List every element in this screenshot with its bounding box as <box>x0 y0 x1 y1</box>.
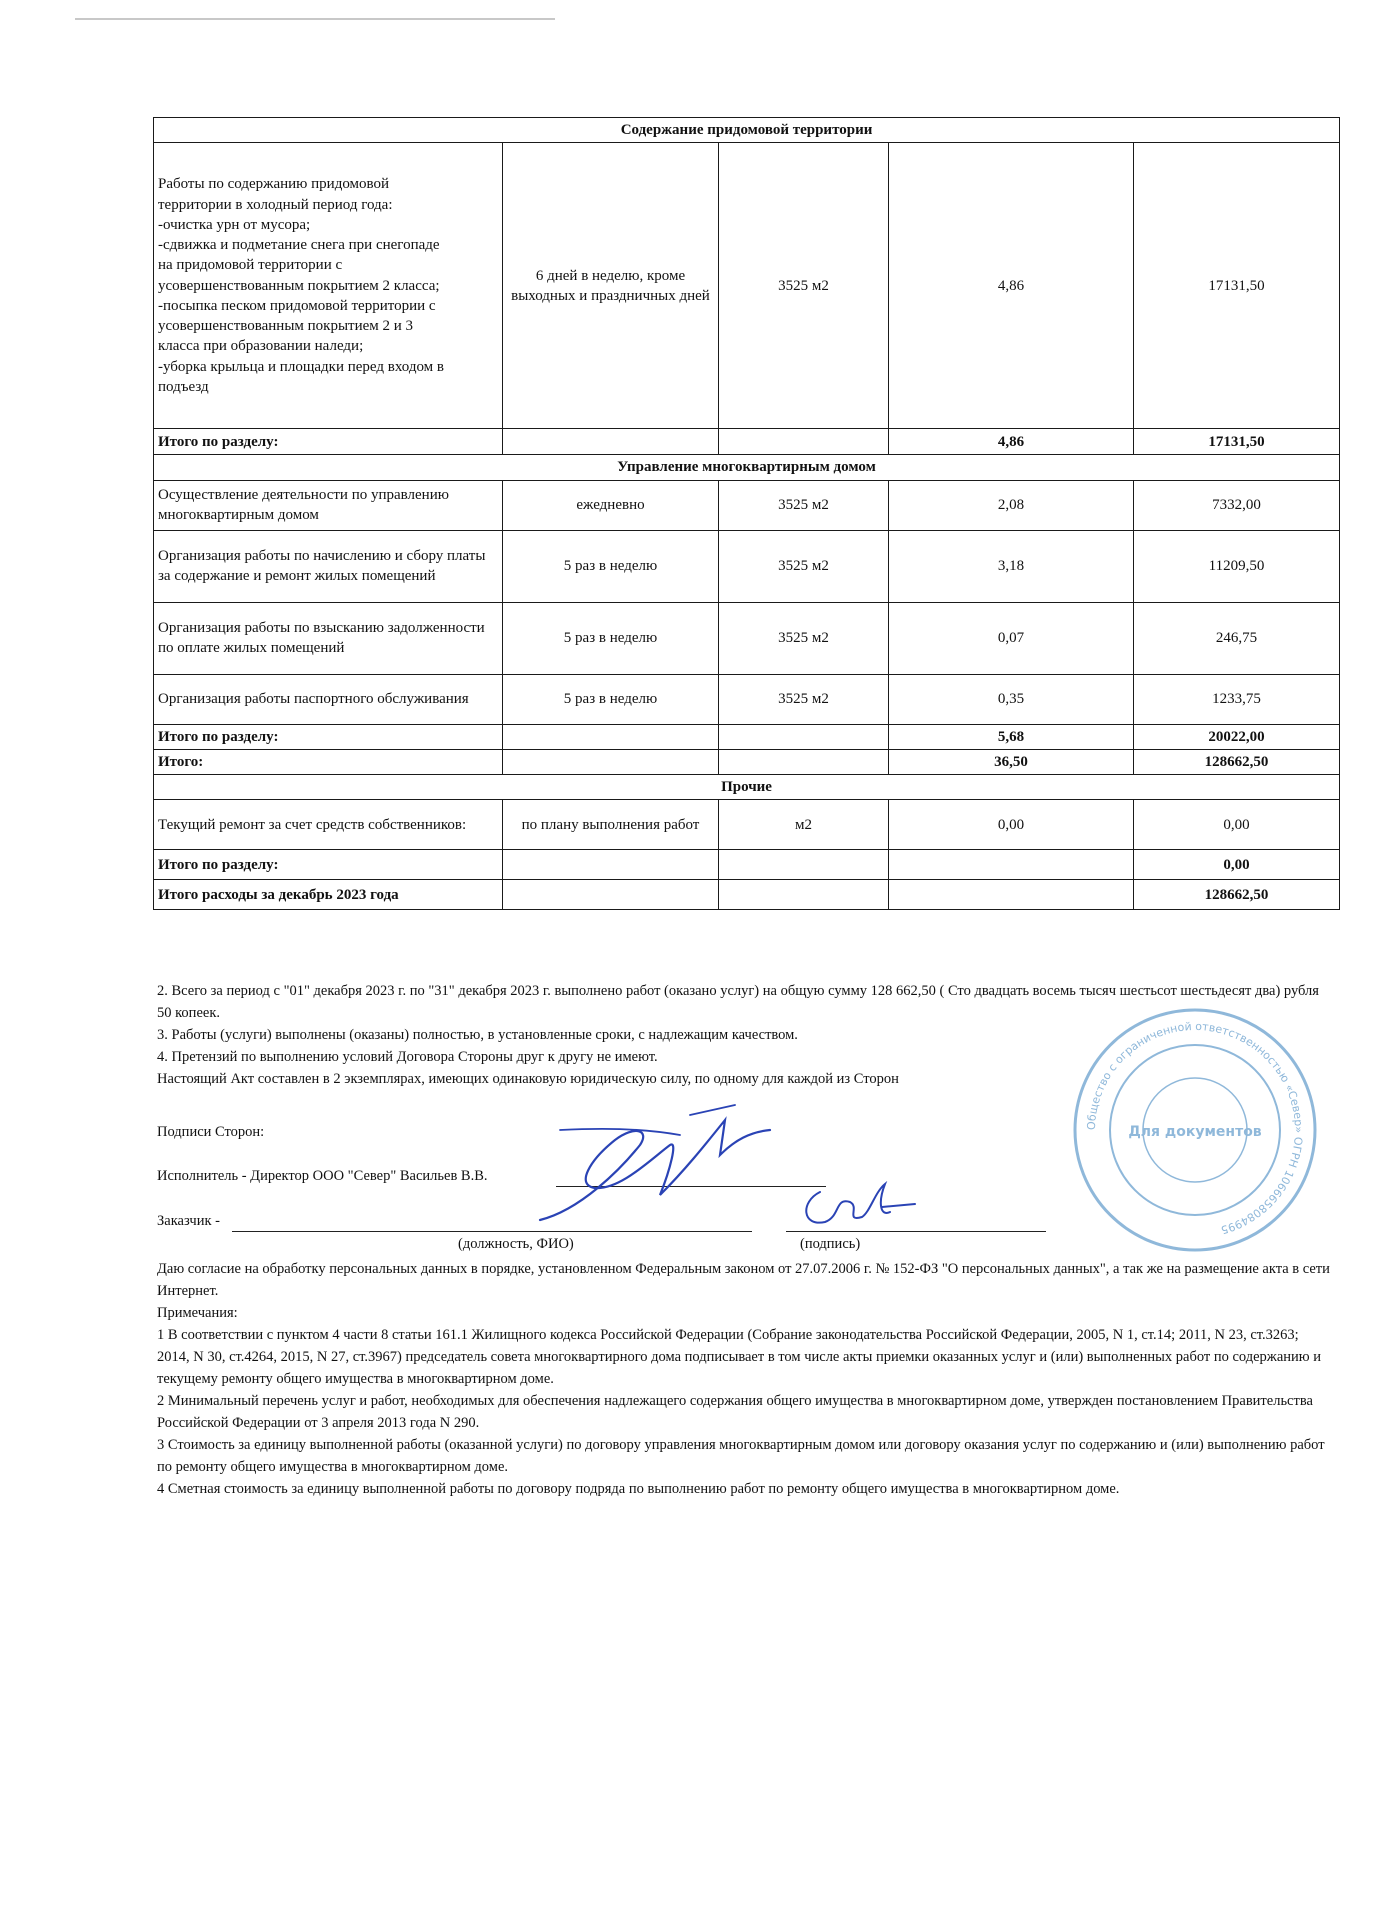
consent-text: Даю согласие на обработку персональных данных в порядке, установленном Федеральным законом от 27.07.2006 г. № 152-ФЗ "О персональных данных", а так же на размещение акта в сети Интернет. <box>157 1261 1330 1299</box>
empty-cell <box>719 724 889 749</box>
service-rate: 0,35 <box>889 674 1134 724</box>
section-total-rate: 4,86 <box>889 429 1134 455</box>
signatures-title: Подписи Сторон: <box>157 1124 265 1140</box>
service-name: Работы по содержанию придомовой территории в холодный период года: -очистка урн от мусора; -сдвижка и подметание снега при снегопаде на придомовой территории с усовершенствованным покрытием 2 класса; -посыпка песком придомовой территории с усовершенствованным покрытием 2 и 3 класса при образовании наледи; -уборка крыльца и площадки перед входом в подъезд <box>154 143 503 429</box>
table-row <box>154 602 1340 674</box>
service-sum: 17131,50 <box>1134 143 1340 429</box>
empty-cell <box>719 429 889 455</box>
empty-cell <box>719 880 889 910</box>
customer-signature <box>790 1172 920 1237</box>
section-total-sum: 0,00 <box>1134 850 1340 880</box>
service-area: м2 <box>719 800 889 850</box>
service-sum: 7332,00 <box>1134 480 1340 530</box>
note-item: 2 Минимальный перечень услуг и работ, необходимых для обеспечения надлежащего содержания общего имущества в многоквартирном доме, утвержден постановлением Правительства Российской Федерации от 3 апреля 2013 года N 290. <box>157 1393 1313 1431</box>
service-name: Организация работы паспортного обслуживания <box>154 674 503 724</box>
section-total-sum: 17131,50 <box>1134 429 1340 455</box>
section-total-row <box>154 850 1340 880</box>
section-header-row <box>154 455 1340 480</box>
notes-title: Примечания: <box>157 1305 238 1321</box>
service-name: Текущий ремонт за счет средств собственников: <box>154 800 503 850</box>
service-frequency: 5 раз в неделю <box>503 530 719 602</box>
section-header-row <box>154 775 1340 800</box>
service-frequency: по плану выполнения работ <box>503 800 719 850</box>
service-rate: 3,18 <box>889 530 1134 602</box>
signature-caption: (подпись) <box>800 1236 861 1252</box>
service-frequency: ежедневно <box>503 480 719 530</box>
grand-total-sum: 128662,50 <box>1134 749 1340 774</box>
service-frequency: 6 дней в неделю, кроме выходных и праздничных дней <box>503 143 719 429</box>
grand-total-label: Итого: <box>154 749 503 774</box>
service-rate: 4,86 <box>889 143 1134 429</box>
service-area: 3525 м2 <box>719 674 889 724</box>
section-total-row <box>154 724 1340 749</box>
empty-cell <box>719 850 889 880</box>
note-item: 1 В соответствии с пунктом 4 части 8 статьи 161.1 Жилищного кодекса Российской Федерации (Собрание законодательства Российской Федерации, 2005, N 1, ст.14; 2011, N 23, ст.3263; 2014, N 30, ст.4264, 2015, N 27, ст.3967) председатель совета многоквартирного дома подписывает в том числе акты приемки оказанных услуг и (или) выполненных работ по содержанию и текущему ремонту общего имущества в многоквартирном доме. <box>157 1327 1321 1387</box>
table-row <box>154 674 1340 724</box>
table-row <box>154 480 1340 530</box>
table-row <box>154 143 1340 429</box>
expenses-total-label: Итого расходы за декабрь 2023 года <box>154 880 503 910</box>
service-frequency: 5 раз в неделю <box>503 674 719 724</box>
service-area: 3525 м2 <box>719 602 889 674</box>
paragraph-copies: Настоящий Акт составлен в 2 экземплярах, имеющих одинаковую юридическую силу, по одному для каждой из Сторон <box>157 1071 899 1087</box>
service-rate: 0,00 <box>889 800 1134 850</box>
paragraph-claims: 4. Претензий по выполнению условий Договора Стороны друг к другу не имеют. <box>157 1049 658 1065</box>
customer-label: Заказчик - <box>157 1213 220 1229</box>
service-rate: 2,08 <box>889 480 1134 530</box>
grand-total-row <box>154 749 1340 774</box>
section-total-label: Итого по разделу: <box>154 850 503 880</box>
service-area: 3525 м2 <box>719 480 889 530</box>
paragraph-quality: 3. Работы (услуги) выполнены (оказаны) полностью, в установленные сроки, с надлежащим качеством. <box>157 1027 798 1043</box>
empty-cell <box>889 850 1134 880</box>
scan-top-line <box>75 18 555 20</box>
stamp-ring-text: Общество с ограниченной ответственностью «Север» ОГРН 1066658084995 <box>1084 1019 1306 1237</box>
empty-cell <box>503 724 719 749</box>
section-total-rate: 5,68 <box>889 724 1134 749</box>
service-sum: 1233,75 <box>1134 674 1340 724</box>
section-total-row <box>154 429 1340 455</box>
section-title-other: Прочие <box>154 775 1340 800</box>
grand-total-rate: 36,50 <box>889 749 1134 774</box>
empty-cell <box>503 850 719 880</box>
service-area: 3525 м2 <box>719 530 889 602</box>
empty-cell <box>503 429 719 455</box>
section-title-territory: Содержание придомовой территории <box>154 118 1340 143</box>
table-row <box>154 530 1340 602</box>
section-total-label: Итого по разделу: <box>154 429 503 455</box>
consent-and-notes <box>157 1258 1332 1500</box>
executor-line: Исполнитель - Директор ООО "Север" Васильев В.В. <box>157 1168 488 1184</box>
service-sum: 0,00 <box>1134 800 1340 850</box>
executor-signature <box>520 1100 780 1235</box>
service-name: Организация работы по взысканию задолженности по оплате жилых помещений <box>154 602 503 674</box>
empty-cell <box>719 749 889 774</box>
table-row <box>154 800 1340 850</box>
position-caption: (должность, ФИО) <box>458 1236 574 1252</box>
service-area: 3525 м2 <box>719 143 889 429</box>
services-table <box>153 117 1340 910</box>
section-title-management: Управление многоквартирным домом <box>154 455 1340 480</box>
empty-cell <box>503 749 719 774</box>
section-header-row <box>154 118 1340 143</box>
note-item: 3 Стоимость за единицу выполненной работы (оказанной услуги) по договору управления многоквартирным домом или договору оказания услуг по содержанию и (или) выполнению работ по ремонту общего имущества в многоквартирном доме. <box>157 1437 1325 1475</box>
paragraph-total-sum: 2. Всего за период с "01" декабря 2023 г. по "31" декабря 2023 г. выполнено работ (оказано услуг) на общую сумму 128 662,50 ( Сто двадцать восемь тысяч шестьсот шестьдесят два) рубля 50 копеек. <box>157 983 1319 1021</box>
empty-cell <box>889 880 1134 910</box>
section-total-label: Итого по разделу: <box>154 724 503 749</box>
service-frequency: 5 раз в неделю <box>503 602 719 674</box>
expenses-total-sum: 128662,50 <box>1134 880 1340 910</box>
service-name: Организация работы по начислению и сбору платы за содержание и ремонт жилых помещений <box>154 530 503 602</box>
note-item: 4 Сметная стоимость за единицу выполненной работы по договору подряда по выполнению работ по ремонту общего имущества в многоквартирном доме. <box>157 1481 1120 1497</box>
service-rate: 0,07 <box>889 602 1134 674</box>
service-name: Осуществление деятельности по управлению многоквартирным домом <box>154 480 503 530</box>
empty-cell <box>503 880 719 910</box>
service-sum: 11209,50 <box>1134 530 1340 602</box>
service-sum: 246,75 <box>1134 602 1340 674</box>
organization-stamp <box>1065 1000 1325 1260</box>
stamp-center-text: Для документов <box>1128 1124 1262 1140</box>
expenses-total-row <box>154 880 1340 910</box>
section-total-sum: 20022,00 <box>1134 724 1340 749</box>
